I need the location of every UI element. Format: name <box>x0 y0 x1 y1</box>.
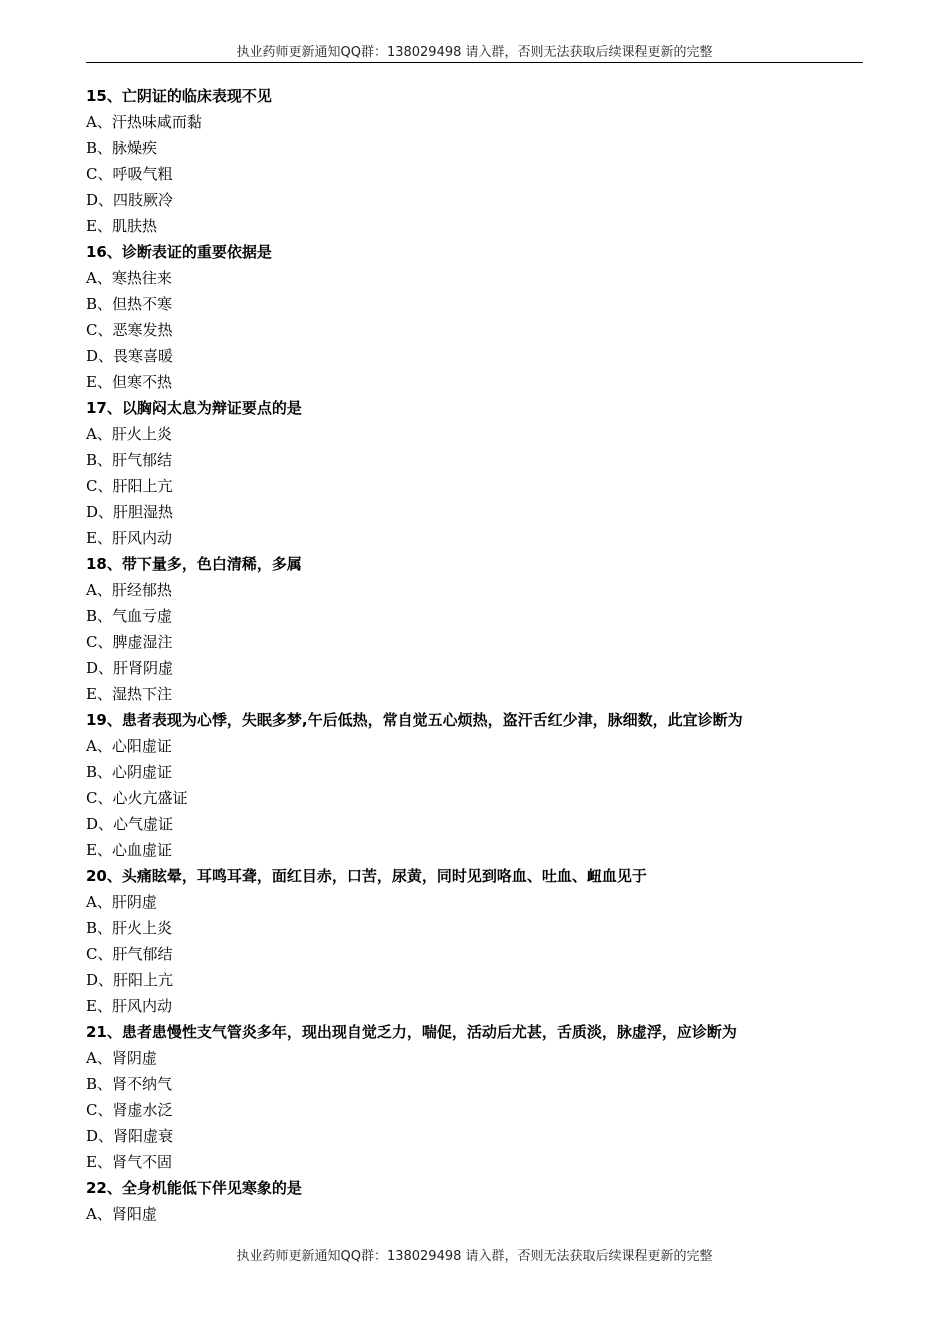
question-block <box>86 83 863 239</box>
answer-option: C、恶寒发热 <box>86 321 173 339</box>
answer-option: C、脾虚湿注 <box>86 633 173 651</box>
answer-option: B、肝火上炎 <box>86 919 173 937</box>
page-header <box>86 44 863 62</box>
answer-option: A、肝经郁热 <box>86 581 172 599</box>
question-title: 17、以胸闷太息为辩证要点的是 <box>86 399 302 417</box>
answer-option: E、肝风内动 <box>86 529 172 547</box>
answer-option: D、肝胆湿热 <box>86 503 174 521</box>
answer-option: C、肝气郁结 <box>86 945 173 963</box>
footer-text-middle: 群： <box>360 1249 387 1264</box>
header-text-middle: 群： <box>360 45 387 60</box>
question-block <box>86 395 863 551</box>
answer-option: B、气血亏虚 <box>86 607 173 625</box>
footer-text-suffix: 请入群，否则无法获取后续课程更新的完整 <box>461 1249 713 1264</box>
answer-option: E、肝风内动 <box>86 997 172 1015</box>
answer-option: E、肌肤热 <box>86 217 157 235</box>
header-text-suffix: 请入群，否则无法获取后续课程更新的完整 <box>461 45 713 60</box>
question-block <box>86 551 863 707</box>
answer-option: B、但热不寒 <box>86 295 173 313</box>
answer-option: A、寒热往来 <box>86 269 172 287</box>
answer-option: A、肾阳虚 <box>86 1205 157 1223</box>
question-title: 21、患者患慢性支气管炎多年，现出现自觉乏力，喘促，活动后尤甚，舌质淡，脉虚浮，应诊断为 <box>86 1023 737 1041</box>
answer-option: A、肝阴虚 <box>86 893 157 911</box>
answer-option: E、但寒不热 <box>86 373 172 391</box>
answer-option: C、肝阳上亢 <box>86 477 173 495</box>
answer-option: C、心火亢盛证 <box>86 789 188 807</box>
question-block <box>86 863 863 1019</box>
question-list <box>86 83 863 1227</box>
answer-option: E、湿热下注 <box>86 685 172 703</box>
answer-option: C、肾虚水泛 <box>86 1101 173 1119</box>
question-title: 18、带下量多，色白清稀，多属 <box>86 555 302 573</box>
question-title: 16、诊断表证的重要依据是 <box>86 243 272 261</box>
question-title: 22、全身机能低下伴见寒象的是 <box>86 1179 302 1197</box>
header-qq-label: QQ <box>340 45 361 60</box>
question-block <box>86 1019 863 1175</box>
answer-option: B、心阴虚证 <box>86 763 173 781</box>
answer-option: D、心气虚证 <box>86 815 174 833</box>
answer-option: E、心血虚证 <box>86 841 172 859</box>
question-block <box>86 707 863 863</box>
question-title: 20、头痛眩晕，耳鸣耳聋，面红目赤，口苦，尿黄，同时见到咯血、吐血、衄血见于 <box>86 867 647 885</box>
answer-option: C、呼吸气粗 <box>86 165 173 183</box>
answer-option: A、汗热味咸而黏 <box>86 113 202 131</box>
answer-option: D、肝肾阴虚 <box>86 659 174 677</box>
answer-option: A、肾阴虚 <box>86 1049 157 1067</box>
answer-option: A、心阳虚证 <box>86 737 172 755</box>
header-divider <box>86 62 863 63</box>
answer-option: D、畏寒喜暖 <box>86 347 174 365</box>
answer-option: E、肾气不固 <box>86 1153 172 1171</box>
question-block <box>86 239 863 395</box>
answer-option: B、脉燥疾 <box>86 139 158 157</box>
header-qq-number: 138029498 <box>386 45 462 60</box>
answer-option: D、四肢厥冷 <box>86 191 174 209</box>
page-footer <box>86 1248 863 1266</box>
question-title: 19、患者表现为心悸，失眠多梦,午后低热，常自觉五心烦热，盗汗舌红少津，脉细数，此宜诊断为 <box>86 711 743 729</box>
answer-option: A、肝火上炎 <box>86 425 172 443</box>
answer-option: B、肾不纳气 <box>86 1075 173 1093</box>
question-block <box>86 1175 863 1227</box>
answer-option: D、肾阳虚衰 <box>86 1127 174 1145</box>
footer-text-prefix: 执业药师更新通知 <box>236 1249 341 1264</box>
header-text-prefix: 执业药师更新通知 <box>236 45 341 60</box>
answer-option: B、肝气郁结 <box>86 451 173 469</box>
answer-option: D、肝阳上亢 <box>86 971 174 989</box>
question-title: 15、亡阴证的临床表现不见 <box>86 87 272 105</box>
footer-qq-number: 138029498 <box>386 1249 462 1264</box>
footer-qq-label: QQ <box>340 1249 361 1264</box>
